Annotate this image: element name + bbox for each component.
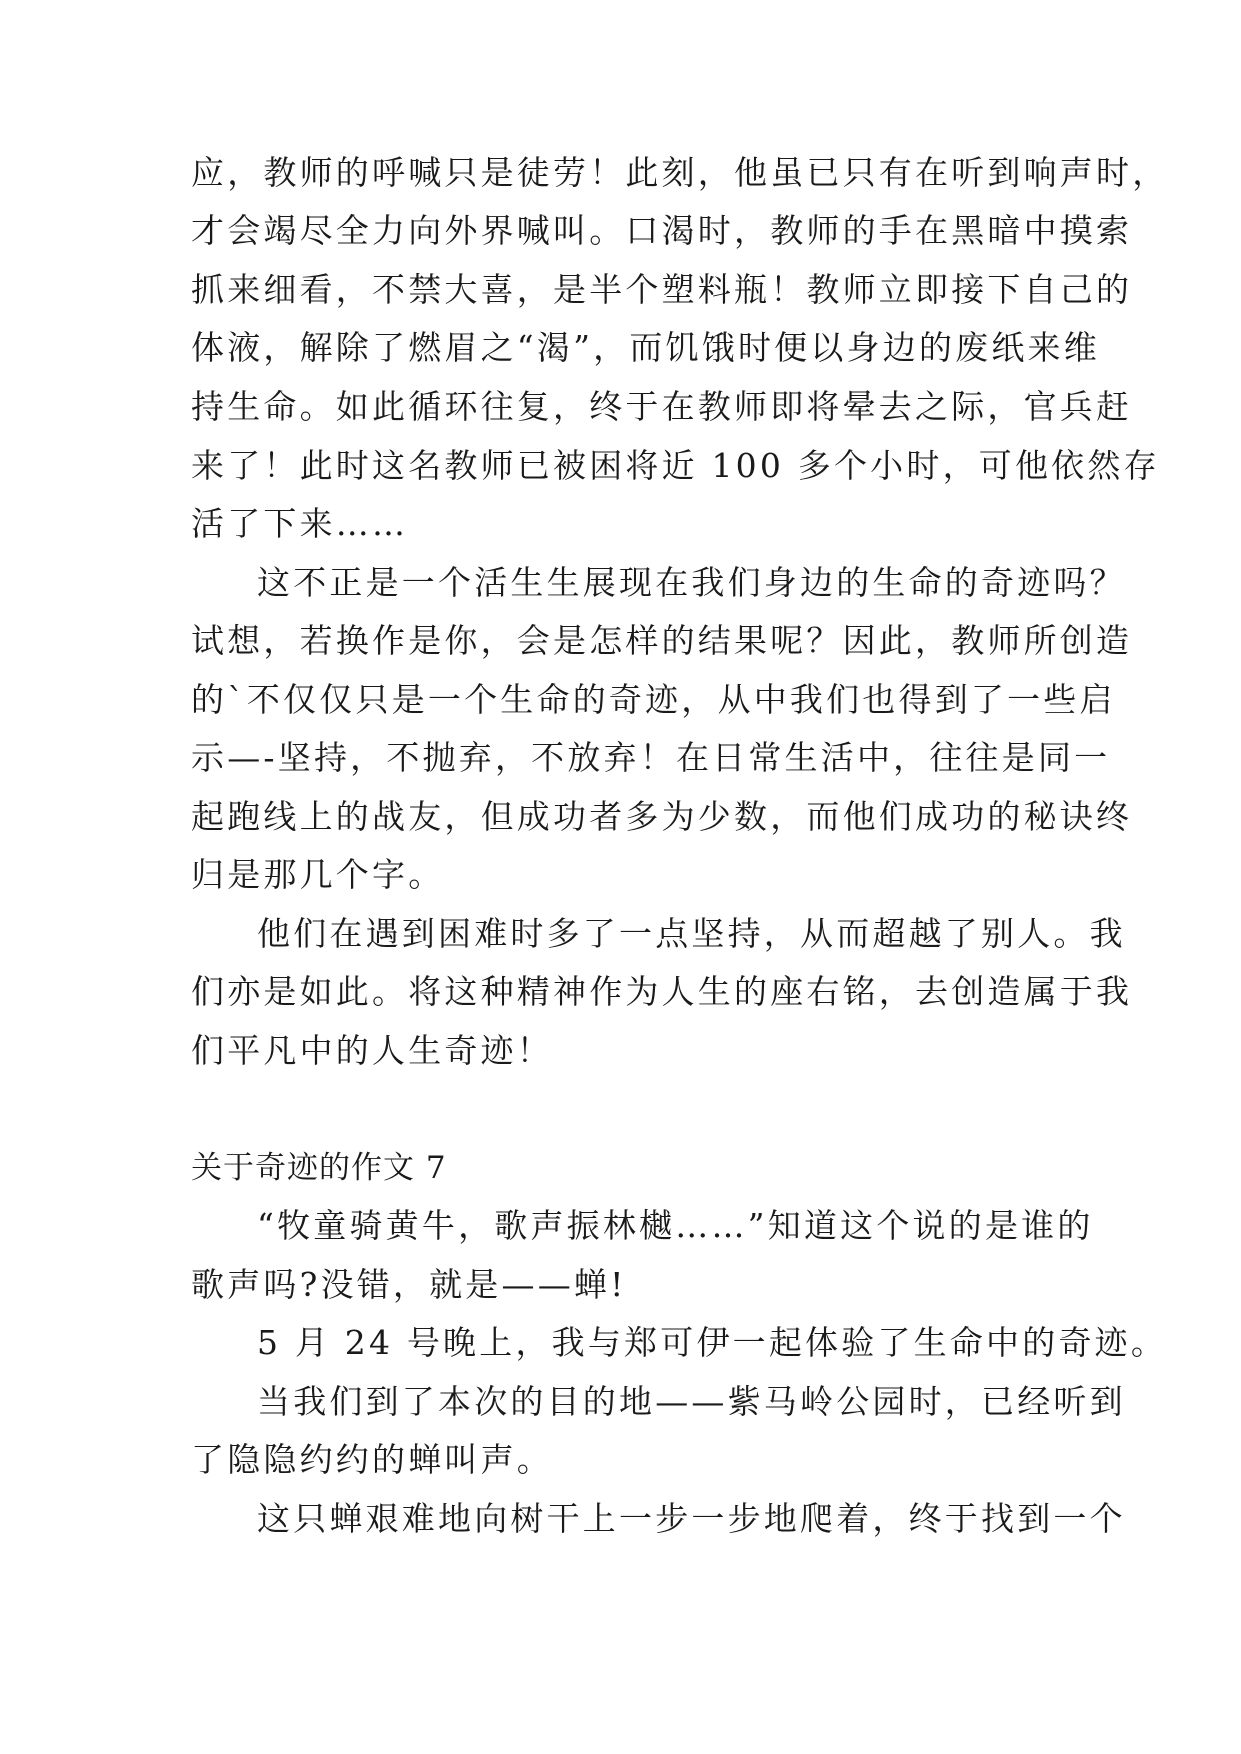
text-line: 体液，解除了燃眉之“渴”，而饥饿时便以身边的废纸来维 bbox=[191, 328, 1100, 367]
section-heading: 关于奇迹的作文 7 bbox=[191, 1150, 447, 1186]
text-line: 抓来细看，不禁大喜，是半个塑料瓶！教师立即接下自己的 bbox=[191, 270, 1133, 309]
paragraph-first-line: “牧童骑黄牛，歌声振林樾……”知道这个说的是谁的 bbox=[257, 1206, 1094, 1245]
text-line: 示—-坚持，不抛弃，不放弃！在日常生活中，往往是同一 bbox=[191, 738, 1111, 777]
paragraph-first-line: 5 月 24 号晚上，我与郑可伊一起体验了生命中的奇迹。 bbox=[257, 1323, 1168, 1362]
text-line: 试想，若换作是你，会是怎样的结果呢？因此，教师所创造 bbox=[191, 621, 1133, 660]
text-line: 们平凡中的人生奇迹！ bbox=[191, 1031, 553, 1070]
paragraph-first-line: 当我们到了本次的目的地——紫马岭公园时，已经听到 bbox=[257, 1382, 1126, 1421]
text-line: 应，教师的呼喊只是徒劳！此刻，他虽已只有在听到响声时， bbox=[191, 153, 1169, 192]
text-line: 了隐隐约约的蝉叫声。 bbox=[191, 1440, 553, 1479]
paragraph-first-line: 他们在遇到困难时多了一点坚持，从而超越了别人。我 bbox=[257, 914, 1126, 953]
text-line: 来了！此时这名教师已被困将近 100 多个小时，可他依然存 bbox=[191, 446, 1160, 485]
text-line: 们亦是如此。将这种精神作为人生的座右铭，去创造属于我 bbox=[191, 972, 1133, 1011]
text-line: 持生命。如此循环往复，终于在教师即将晕去之际，官兵赶 bbox=[191, 387, 1133, 426]
text-line: 的`不仅仅只是一个生命的奇迹，从中我们也得到了一些启 bbox=[191, 680, 1116, 719]
text-line: 歌声吗?没错，就是——蝉! bbox=[191, 1265, 627, 1304]
paragraph-first-line: 这不正是一个活生生展现在我们身边的生命的奇迹吗？ bbox=[257, 563, 1126, 602]
text-line: 归是那几个字。 bbox=[191, 855, 445, 894]
text-line: 活了下来…… bbox=[191, 504, 409, 543]
text-line: 才会竭尽全力向外界喊叫。口渴时，教师的手在黑暗中摸索 bbox=[191, 211, 1133, 250]
text-line: 起跑线上的战友，但成功者多为少数，而他们成功的秘诀终 bbox=[191, 797, 1133, 836]
paragraph-first-line: 这只蝉艰难地向树干上一步一步地爬着，终于找到一个 bbox=[257, 1499, 1126, 1538]
